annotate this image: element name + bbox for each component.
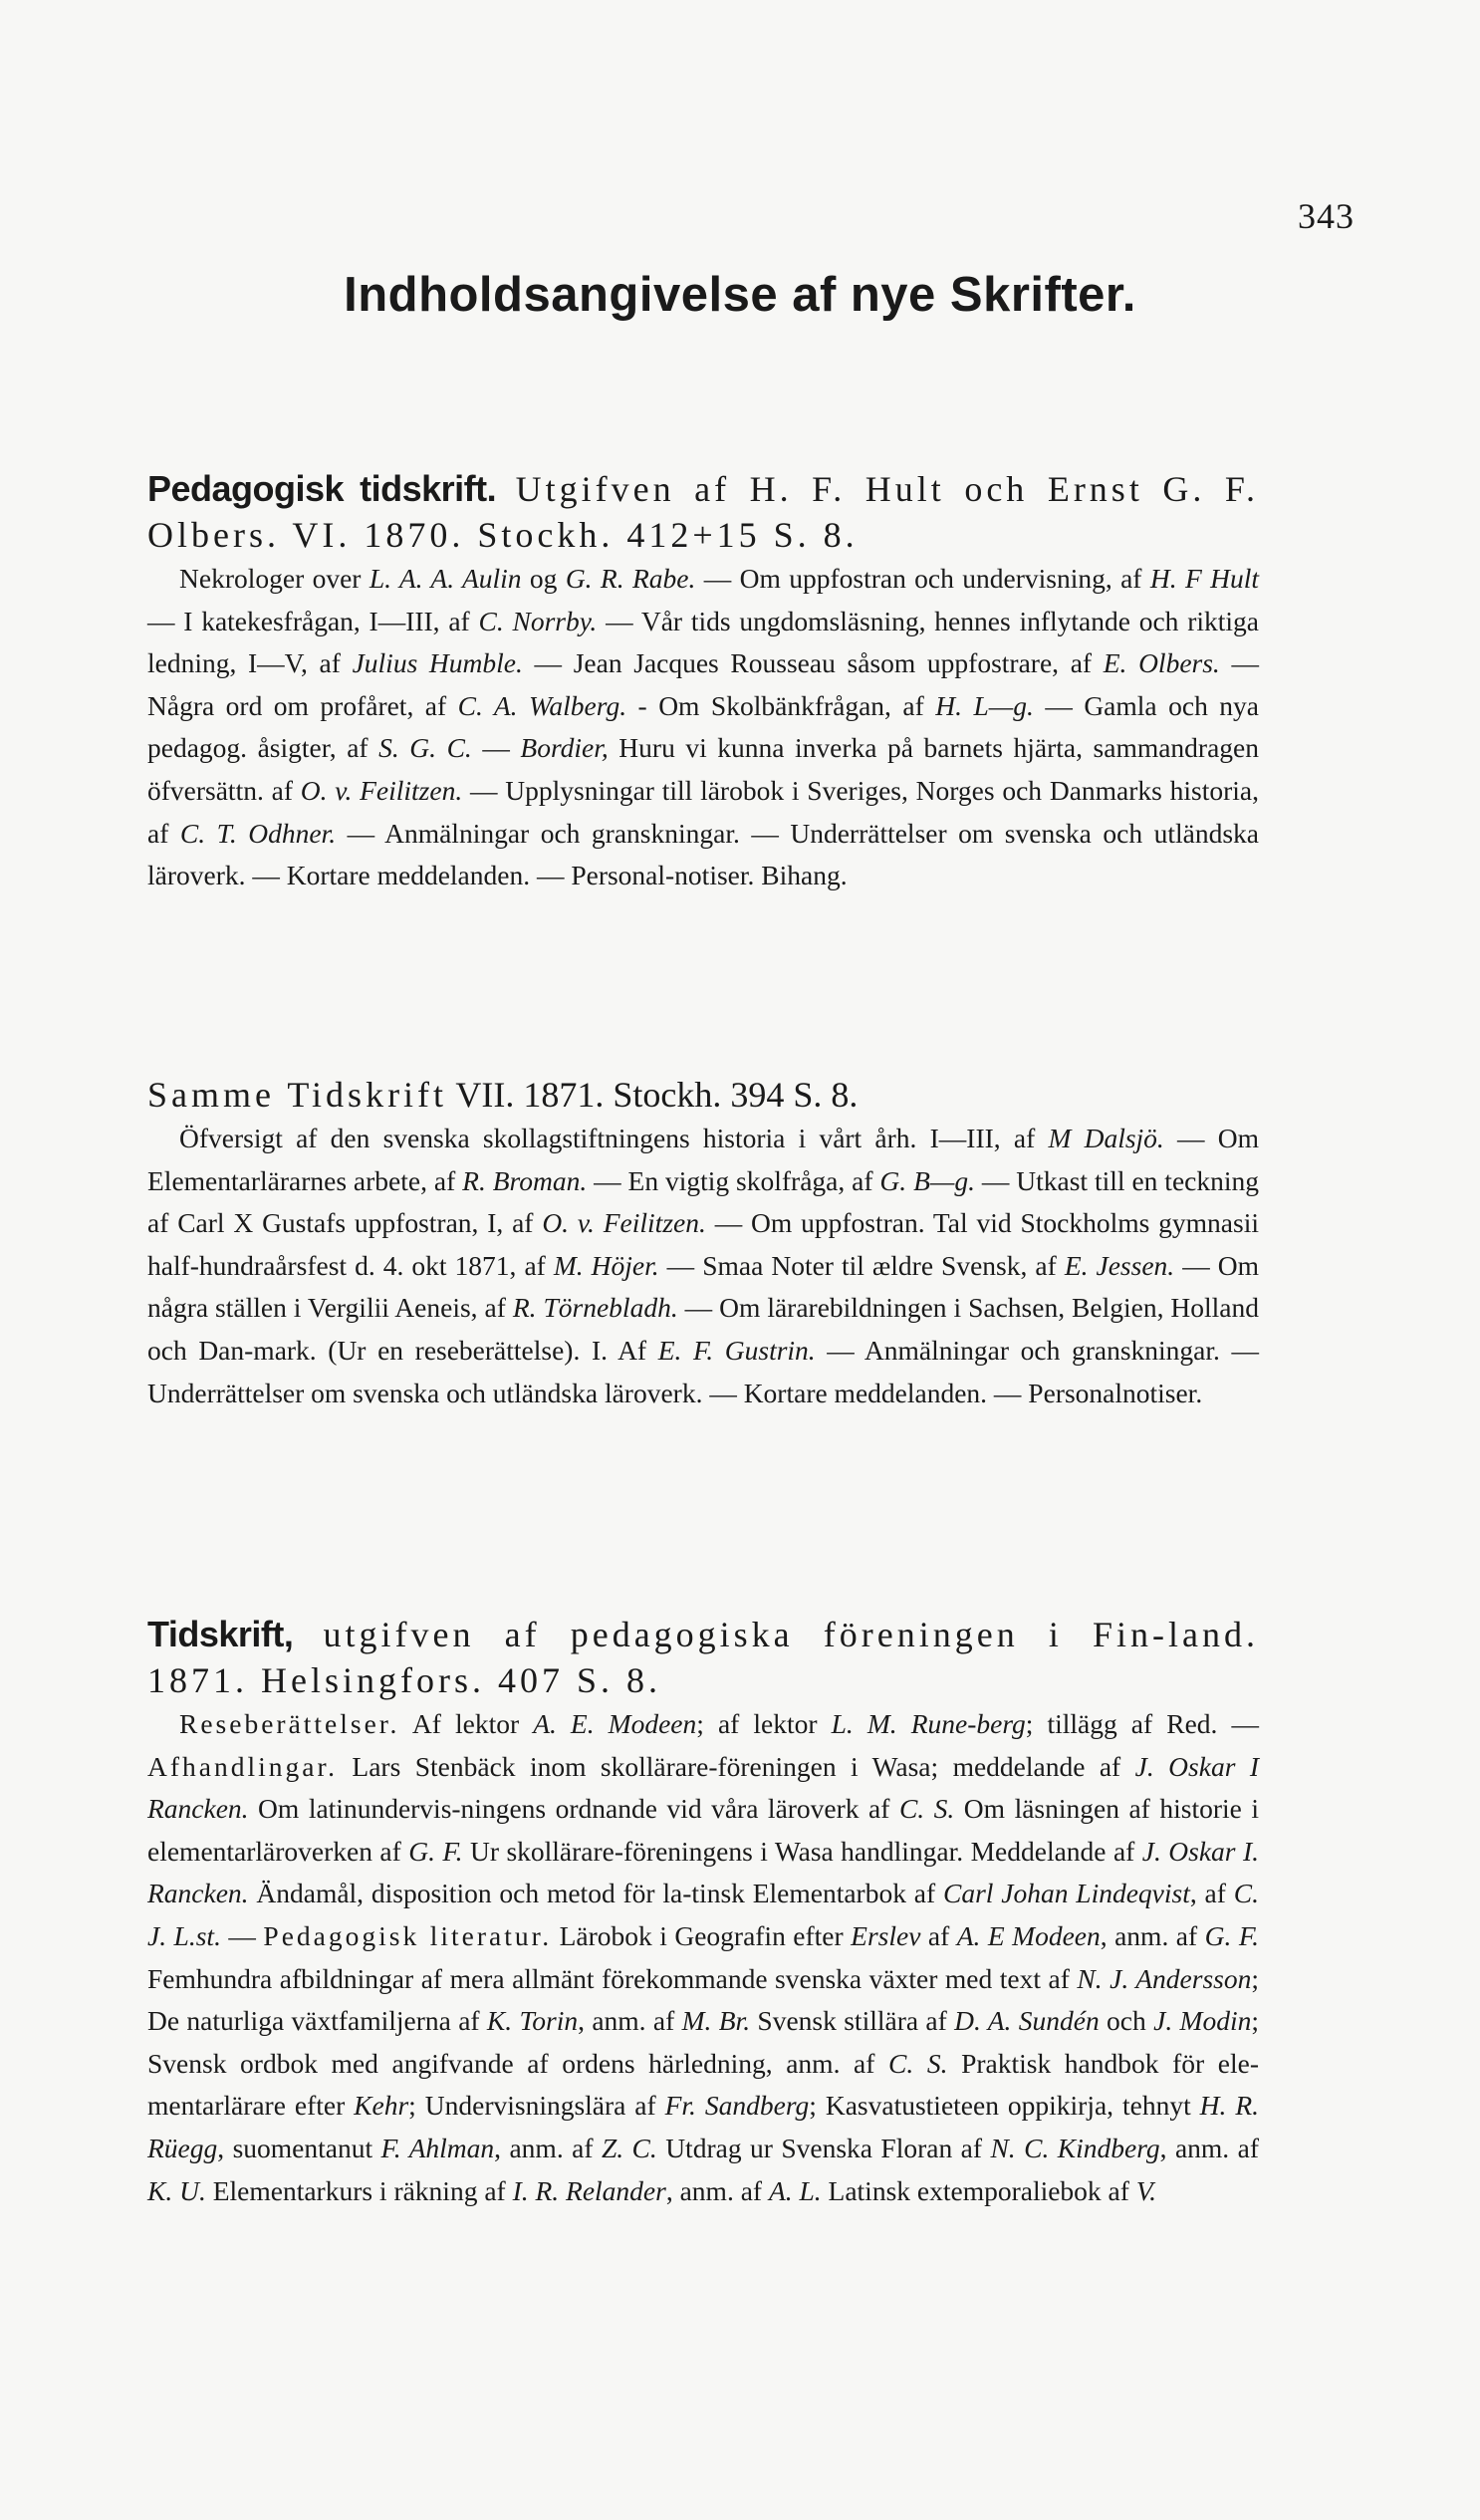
publication-details: Utgifven af H. F. Hult och Ernst G. F. Olbers. VI. 1870. Stockh. 412+15 S. 8. xyxy=(147,469,1259,555)
author-name: A. E Modeen xyxy=(956,1919,1101,1951)
author-name: I. R. Relander xyxy=(512,2174,666,2206)
author-name: F. Ahlman xyxy=(380,2132,495,2163)
author-name: D. A. Sundén xyxy=(954,2005,1100,2037)
text-run: — xyxy=(471,732,521,764)
author-name: L. A. A. Aulin xyxy=(369,563,522,594)
text-run: af xyxy=(920,1919,957,1951)
text-run: — I katekesfrågan, I—III, af xyxy=(147,605,479,636)
author-name: O. v. Feilitzen. xyxy=(300,774,463,806)
text-run: — Smaa Noter til ældre Svensk, af xyxy=(658,1249,1065,1281)
text-run: og xyxy=(521,563,566,594)
publication-details: utgifven af pedagogiska föreningen i Fin-land. 1871. Helsingfors. 407 S. 8. xyxy=(147,1615,1259,1700)
text-run: , anm. af xyxy=(665,2174,769,2206)
text-run: ; tillägg af Red. — xyxy=(1025,1708,1259,1739)
author-name: H. L—g. xyxy=(935,689,1034,721)
author-name: G. F. xyxy=(408,1835,463,1867)
author-name: J. Oskar I. Rancken. xyxy=(147,1835,1259,1909)
text-run: — Vår tids ungdomsläsning, hennes inflytande och riktiga ledning, I—V, af xyxy=(147,605,1259,679)
text-run: — Om några ställen i Vergilii Aeneis, af xyxy=(147,1249,1259,1324)
text-run: — Upplysningar till lärobok i Sveriges, Norges och Danmarks historia, af xyxy=(147,774,1260,849)
author-name: M. Höjer. xyxy=(553,1249,659,1281)
page-title: Indholdsangivelse af nye Skrifter. xyxy=(344,268,1136,322)
author-name: G. B—g. xyxy=(879,1164,975,1196)
author-name: Fr. Sandberg xyxy=(664,2090,810,2122)
section-label: Reseberättelser. xyxy=(179,1708,400,1739)
text-run: Lars Stenbäck inom skollärare-föreningen i Wasa; meddelande af xyxy=(337,1750,1135,1782)
text-run: , anm. af xyxy=(494,2132,602,2163)
text-run: Utdrag ur Svenska Floran af xyxy=(656,2132,991,2163)
section-label: Afhandlingar. xyxy=(147,1750,338,1782)
author-name: V. xyxy=(1135,2174,1156,2206)
entry-heading xyxy=(147,1612,1259,1703)
text-run: Latinsk extemporaliebok af xyxy=(821,2174,1136,2206)
text-run: — Om lärarebildningen i Sachsen, Belgien, Holland och Dan-mark. (Ur en reseberättelse). I. Af xyxy=(147,1292,1260,1366)
author-name: E. Jessen. xyxy=(1064,1249,1175,1281)
text-run: Lärobok i Geografin efter xyxy=(552,1919,852,1951)
author-name: S. G. C. xyxy=(378,732,472,764)
text-run: — Några ord om profåret, af xyxy=(147,647,1259,721)
publication-name: Tidskrift, xyxy=(147,1614,294,1654)
text-run: — Utkast till en teckning af Carl X Gustafs uppfostran, I, af xyxy=(147,1164,1259,1239)
text-run: — Anmälningar och granskningar. — Underrättelser om svenska och utländska läroverk. — Kortare meddelanden. — Personalnotiser. xyxy=(147,1334,1259,1408)
publication-details: VII. 1871. Stockh. 394 S. 8. xyxy=(447,1075,859,1115)
page-number: 343 xyxy=(1298,196,1355,236)
author-name: C. S. xyxy=(888,2047,948,2079)
author-name: C. J. L.st. xyxy=(147,1878,1259,1951)
text-run: Om latinundervis-ningens ordnande vid våra läroverk af xyxy=(248,1793,899,1825)
author-name: N. J. Andersson xyxy=(1077,1962,1252,1994)
text-run: — xyxy=(220,1919,264,1951)
text-run: — Gamla och nya pedagog. åsigter, af xyxy=(147,689,1260,764)
text-run: ; Svensk ordbok med angifvande af ordens härledning, anm. af xyxy=(147,2005,1259,2079)
author-name: C. S. xyxy=(898,1793,955,1825)
text-run: ; Kasvatustieteen oppikirja, tehnyt xyxy=(809,2090,1200,2122)
text-run: — En vigtig skolfråga, af xyxy=(587,1164,880,1196)
text-run: — Om uppfostran. Tal vid Stockholms gymnasii half-hundraårsfest d. 4. okt 1871, af xyxy=(147,1207,1259,1281)
text-run: - Om Skolbänkfrågan, af xyxy=(626,689,936,721)
text-run: ; Undervisningslära af xyxy=(408,2090,665,2122)
text-run: , anm. af xyxy=(578,2005,682,2037)
author-name: R. Broman. xyxy=(462,1164,588,1196)
text-run: , anm. af xyxy=(1100,1919,1205,1951)
text-run: Huru vi kunna inverka på barnets hjärta, sammandragen öfversättn. af xyxy=(147,732,1259,806)
text-run: , anm. af xyxy=(1159,2132,1259,2163)
author-name: Erslev xyxy=(851,1919,921,1951)
author-name: C. Norrby. xyxy=(478,605,598,636)
author-name: G. F. xyxy=(1204,1919,1259,1951)
author-name: K. Torin xyxy=(486,2005,579,2037)
author-name: E. Olbers. xyxy=(1103,647,1220,679)
author-name: G. R. Rabe. xyxy=(565,563,696,594)
text-run: — Om Elementarlärarnes arbete, af xyxy=(147,1123,1260,1196)
text-run: Ur skollärare-föreningens i Wasa handlingar. Meddelande af xyxy=(462,1835,1142,1867)
entry-contents xyxy=(147,1118,1259,1414)
text-run: Femhundra afbildningar af mera allmänt förekommande svenska växter med text af xyxy=(147,1962,1078,1994)
author-name: N. C. Kindberg xyxy=(990,2132,1160,2163)
author-name: A. E. Modeen xyxy=(533,1708,697,1739)
author-name: Z. C. xyxy=(601,2132,657,2163)
text-run: Svensk stillära af xyxy=(750,2005,955,2037)
author-name: Julius Humble. xyxy=(352,647,523,679)
text-run: , af xyxy=(1189,1878,1234,1909)
text-run: — Jean Jacques Rousseau såsom uppfostrare, af xyxy=(522,647,1104,679)
author-name: L. M. Rune-berg xyxy=(831,1708,1026,1739)
text-run: Nekrologer over xyxy=(179,563,370,594)
author-name: M. Br. xyxy=(681,2005,751,2037)
author-name: Carl Johan Lindeqvist xyxy=(942,1878,1190,1909)
author-name: O. v. Feilitzen. xyxy=(542,1207,706,1239)
author-name: A. L. xyxy=(768,2174,822,2206)
author-name: H. R. Rüegg xyxy=(147,2090,1260,2163)
text-run: — Anmälningar och granskningar. — Underrättelser om svenska och utländska läroverk. — Kortare meddelanden. — Personal-notiser. Bihang. xyxy=(147,817,1259,891)
entry-contents xyxy=(147,1703,1259,2212)
text-run: Af lektor xyxy=(399,1708,534,1739)
entry-heading xyxy=(147,1072,1259,1118)
text-run: Praktisk handbok för ele-mentarlärare efter xyxy=(147,2047,1259,2122)
author-name: M Dalsjö. xyxy=(1048,1123,1164,1153)
text-run: , suomentanut xyxy=(217,2132,381,2163)
text-run: — Om uppfostran och undervisning, af xyxy=(695,563,1150,594)
text-run: Elementarkurs i räkning af xyxy=(205,2174,513,2206)
entry-pedagogisk-tidskrift-vii xyxy=(147,1072,1259,1414)
text-run: ; af lektor xyxy=(696,1708,832,1739)
text-run: Ändamål, disposition och metod för la-tinsk Elementarbok af xyxy=(248,1878,943,1909)
text-run: Öfversigt af den svenska skollagstiftningens historia i vårt årh. I—III, af xyxy=(179,1123,1049,1153)
author-name: Bordier, xyxy=(520,732,609,764)
entry-heading xyxy=(147,466,1259,558)
text-run: ; De naturliga växtfamiljerna af xyxy=(147,1962,1259,2037)
author-name: K. U. xyxy=(147,2174,206,2206)
author-name: H. F Hult xyxy=(1149,563,1260,594)
author-name: C. A. Walberg. xyxy=(457,689,627,721)
text-run: och xyxy=(1099,2005,1154,2037)
entry-tidskrift-finland xyxy=(147,1612,1259,2212)
author-name: R. Törnebladh. xyxy=(512,1292,678,1324)
entry-pedagogisk-tidskrift-vi xyxy=(147,466,1259,897)
entry-contents xyxy=(147,558,1259,897)
author-name: Kehr xyxy=(354,2090,409,2122)
publication-name: Samme Tidskrift xyxy=(147,1075,448,1115)
author-name: E. F. Gustrin. xyxy=(657,1334,816,1366)
author-name: J. Oskar I Rancken. xyxy=(147,1750,1259,1825)
author-name: C. T. Odhner. xyxy=(179,817,337,849)
publication-name: Pedagogisk tidskrift. xyxy=(147,468,497,509)
section-label: Pedagogisk literatur. xyxy=(263,1919,553,1951)
author-name: J. Modin xyxy=(1153,2005,1252,2037)
text-run: Om läsningen af historie i elementarläroverken af xyxy=(147,1793,1259,1867)
